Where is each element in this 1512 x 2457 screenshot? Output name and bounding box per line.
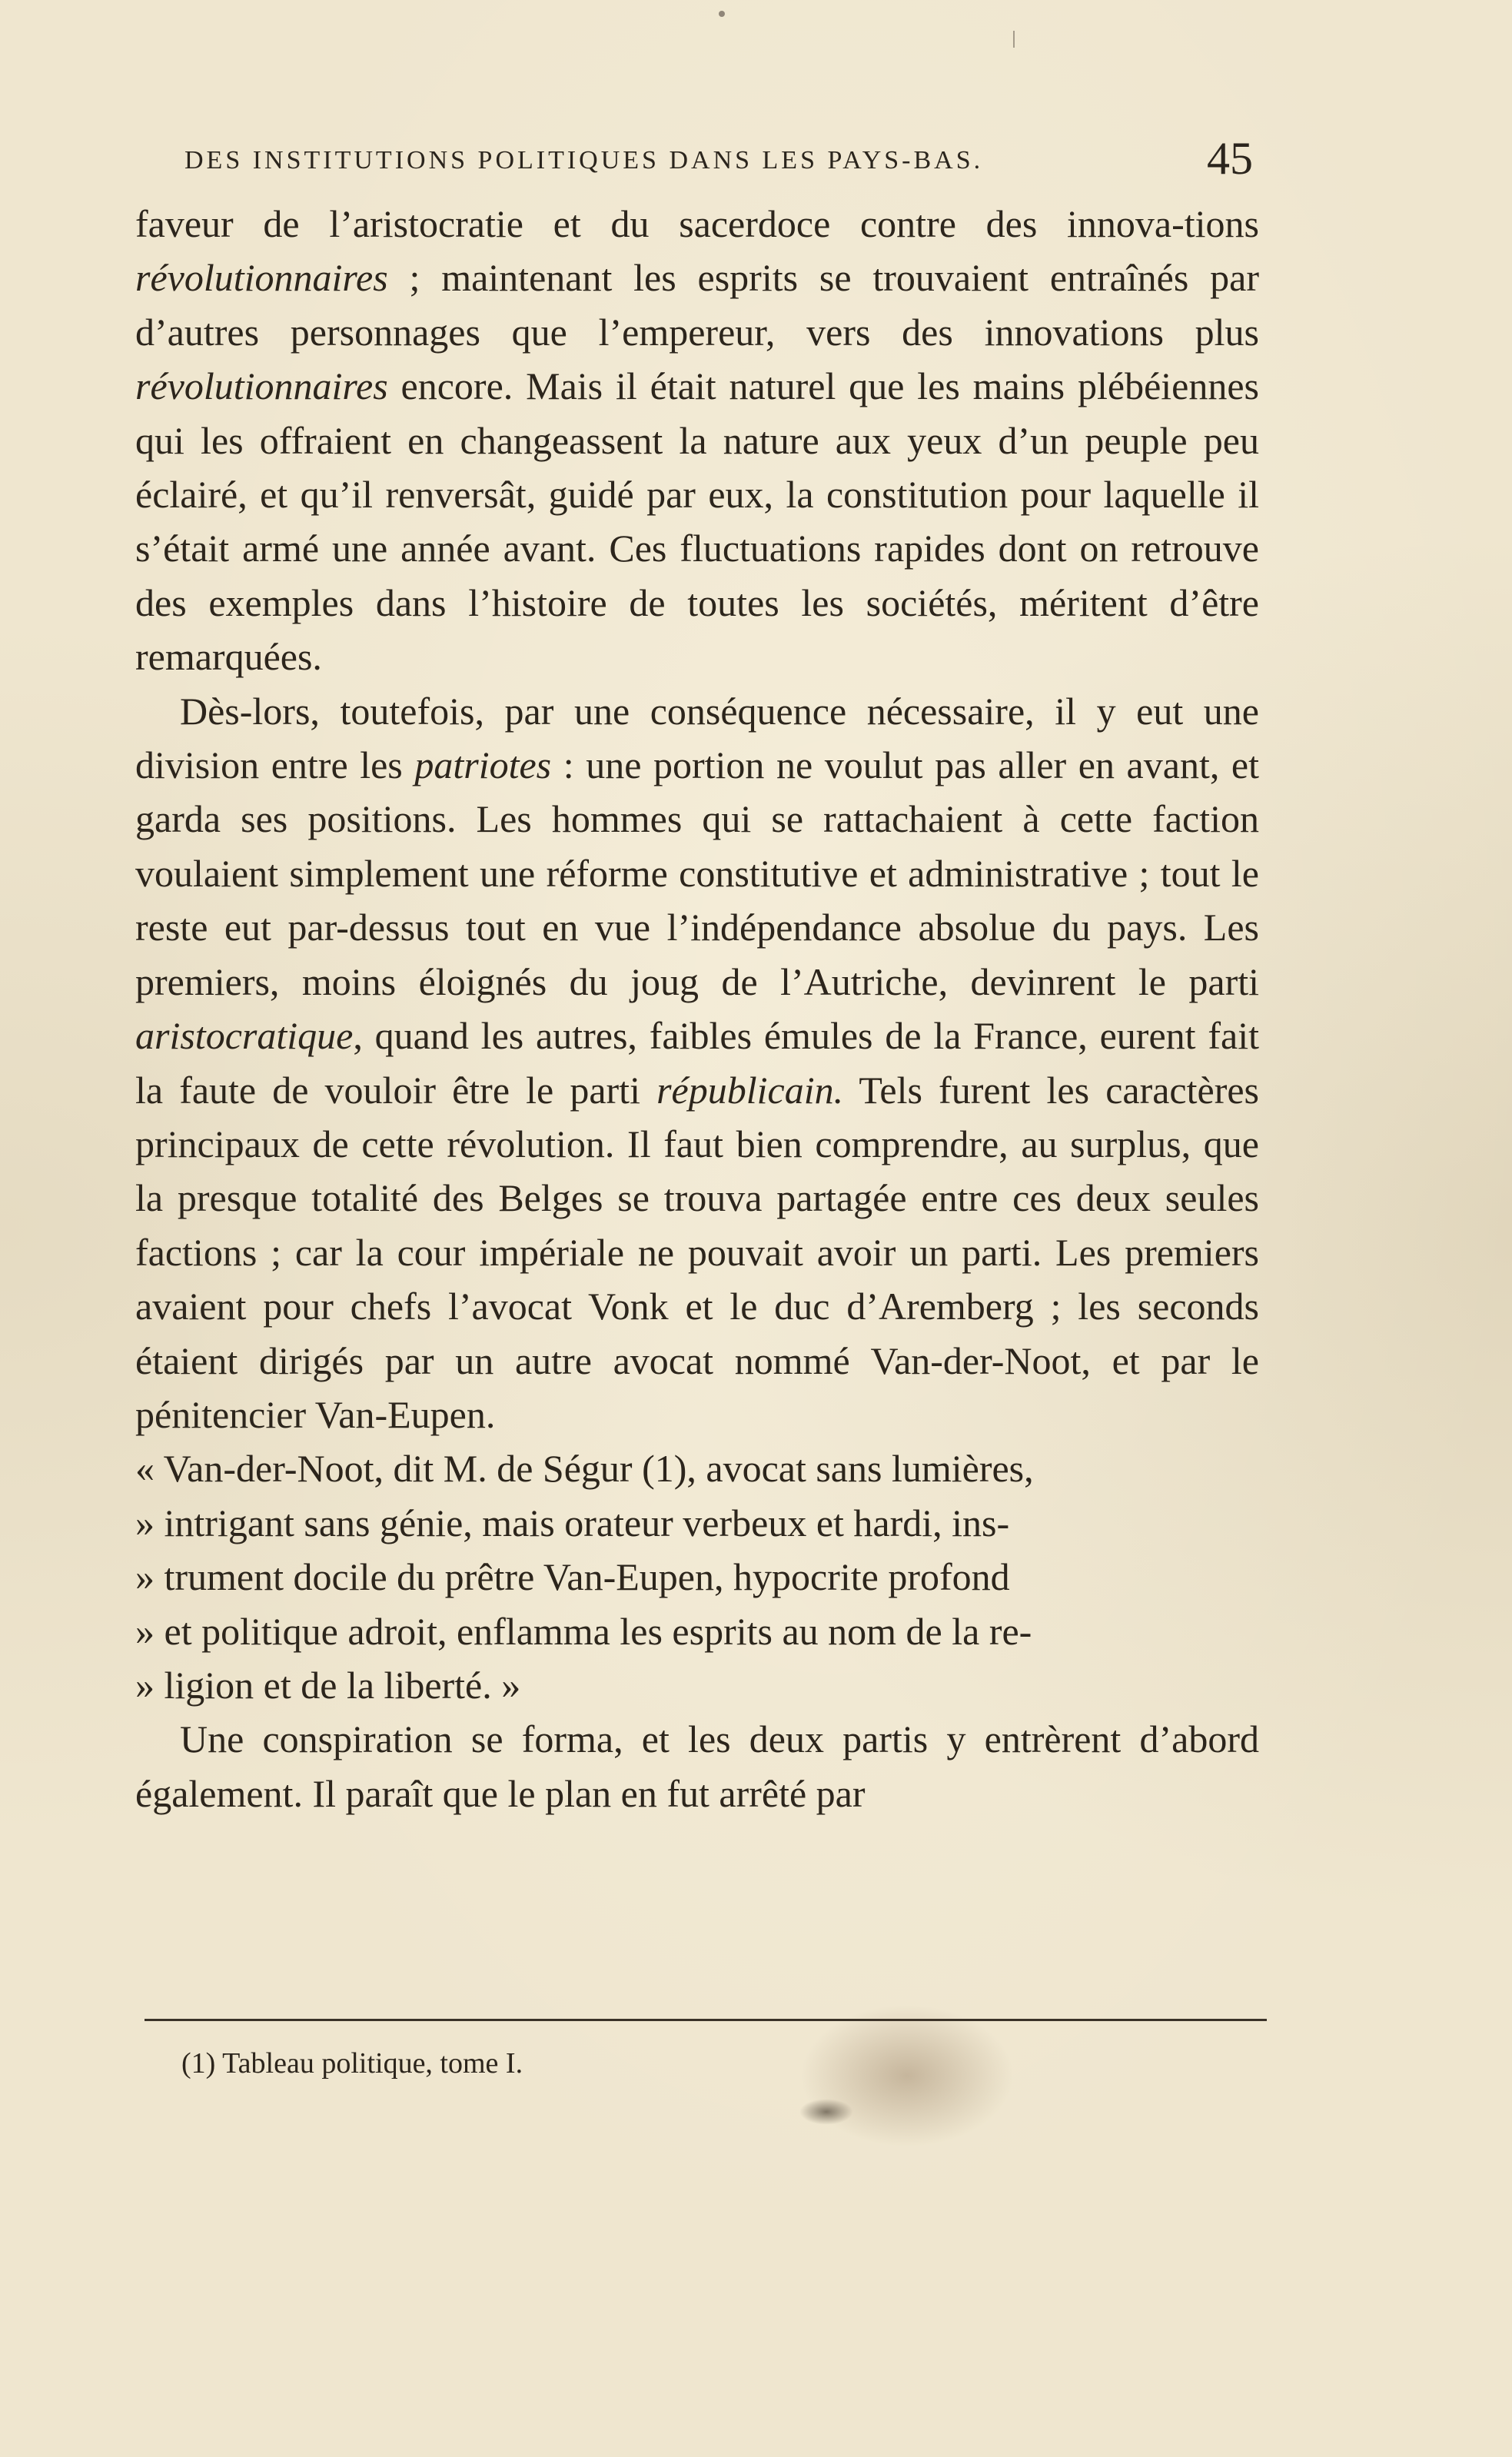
running-title: DES INSTITUTIONS POLITIQUES DANS LES PAYS-BAS. (184, 146, 984, 175)
quote-line: » trument docile du prêtre Van-Eupen, hypocrite profond (135, 1555, 1010, 1599)
text-run: tions (1184, 202, 1259, 245)
text-run: Dès-lors, toutefois, par une conséquence nécessaire, il y eut une division entre les (135, 689, 1259, 787)
text-run: encore. Mais il était naturel que les mains plébéiennes qui les offraient en changeassent la nature aux yeux d’un peuple peu éclairé, et qu’il renversât, guidé par eux, la constitution pour laquelle il s’était armé une année avant. Ces fluctuations rapides dont on retrouve des exemples dans l’histoire de toutes les sociétés, méritent d’être remarquées. (135, 364, 1259, 679)
paper-speck (719, 11, 725, 17)
italic-term: révolutionnaires (135, 256, 388, 300)
page-number: 45 (1207, 133, 1253, 184)
text-run: : une portion ne voulut pas aller en avant, et garda ses positions. Les hommes qui se rattachaient à cette faction voulaient simplement une réforme constitutive et administrative ; tout le reste eut par-dessus tout en vue l’indépendance absolue du pays. Les premiers, moins éloignés du joug de l’Autriche, devinrent le parti (135, 743, 1260, 1003)
paper-stain (792, 1999, 1022, 2153)
italic-term: révolutionnaires (135, 364, 388, 408)
paragraph-3: Une conspiration se forma, et les deux partis y entrèrent d’abord également. Il paraît que le plan en fut arrêté par (135, 1717, 1259, 1815)
quote-line: » et politique adroit, enflamma les esprits au nom de la re- (135, 1609, 1032, 1653)
text-run: , quand les autres, faibles émules de la France, eurent fait la faute de vouloir être le parti (135, 1014, 1259, 1112)
footnote: (1) Tableau politique, tome I. (181, 2047, 523, 2080)
body-text (135, 197, 1259, 1820)
text-run: ; maintenant les esprits se trouvaient entraînés par d’autres personnages que l’empereur, vers des innovations plus (135, 256, 1259, 354)
paragraph-2 (135, 684, 1259, 1442)
footnote-rule (145, 2019, 1267, 2021)
quote-line: » ligion et de la liberté. » (135, 1663, 521, 1707)
quotation (135, 1441, 1259, 1712)
italic-term: aristocratique (135, 1014, 354, 1058)
page-header (184, 132, 1253, 201)
quote-line: « Van-der-Noot, dit M. de Ségur (1), avocat sans lumières, (135, 1447, 1034, 1491)
ink-blot (799, 2099, 853, 2125)
quote-line: » intrigant sans génie, mais orateur verbeux et hardi, ins- (135, 1501, 1010, 1544)
paper-mark (1013, 31, 1015, 48)
italic-term: patriotes (414, 743, 552, 787)
italic-term: républicain. (656, 1068, 844, 1112)
text-run: Tels furent les caractères principaux de cette révolution. Il faut bien comprendre, au surplus, que la presque totalité des Belges se trouva partagée entre ces deux seules factions ; car la cour impériale ne pouvait avoir un parti. Les premiers avaient pour chefs l’avocat Vonk et le duc d’Aremberg ; les seconds étaient dirigés par un autre avocat nommé Van-der-Noot, et par le pénitencier Van-Eupen. (135, 1068, 1260, 1436)
paragraph-1 (135, 197, 1259, 684)
text-run: faveur de l’aristocratie et du sacerdoce contre des innova- (135, 202, 1185, 245)
